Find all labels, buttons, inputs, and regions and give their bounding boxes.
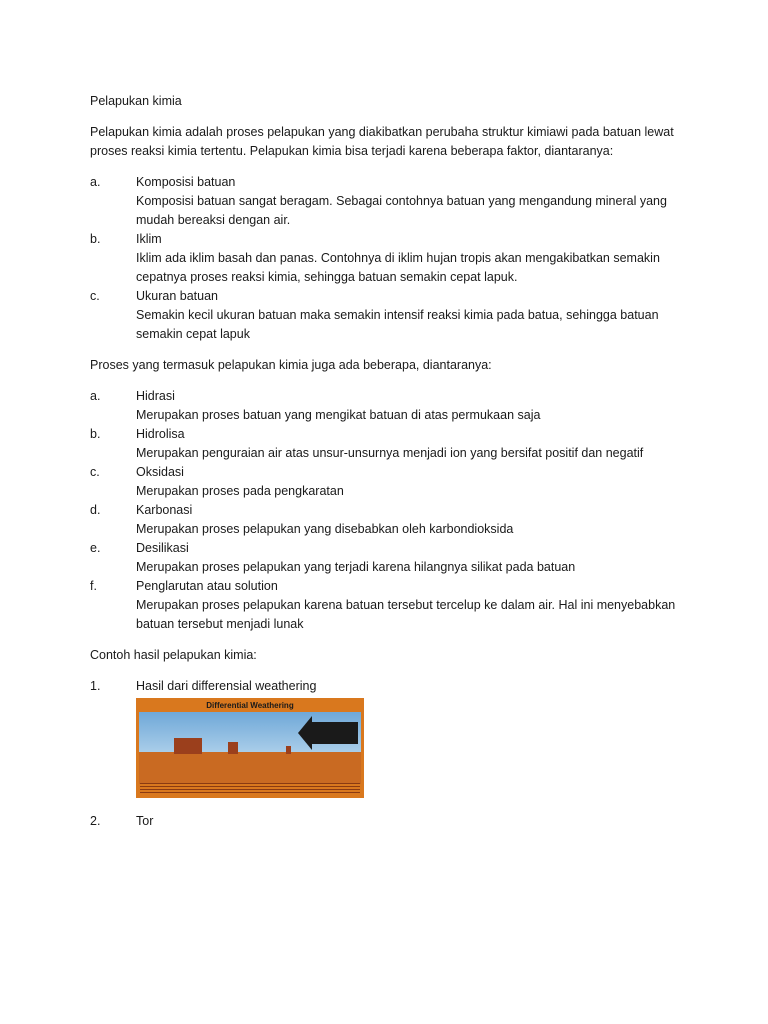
list-item [90, 425, 680, 463]
process-intro-paragraph: Proses yang termasuk pelapukan kimia juga ada beberapa, diantaranya: [90, 358, 492, 372]
differential-weathering-figure [136, 698, 364, 798]
list-marker: d. [90, 503, 101, 517]
arrow-icon [312, 722, 358, 744]
list-item-title: Hasil dari differensial weathering [136, 679, 317, 693]
figure-ground [139, 752, 361, 784]
list-item [90, 577, 680, 634]
list-item-desc: Merupakan proses pada pengkaratan [136, 484, 344, 498]
example-list [90, 677, 680, 831]
list-item [90, 173, 680, 230]
list-item-desc: Semakin kecil ukuran batuan maka semakin intensif reaksi kimia pada batua, sehingga batuan semakin cepat lapuk [136, 308, 659, 341]
list-item-title: Iklim [136, 232, 162, 246]
list-marker: f. [90, 579, 97, 593]
list-item-title: Karbonasi [136, 503, 193, 517]
list-item-desc: Merupakan proses pelapukan yang terjadi karena hilangnya silikat pada batuan [136, 560, 576, 574]
list-item [90, 387, 680, 425]
list-item [90, 501, 680, 539]
list-item-title: Ukuran batuan [136, 289, 219, 303]
process-list [90, 387, 680, 634]
list-item-title: Hidrolisa [136, 427, 185, 441]
intro-paragraph: Pelapukan kimia adalah proses pelapukan yang diakibatkan perubaha struktur kimiawi pada batuan lewat proses reaksi kimia tertentu. Pelapukan kimia bisa terjadi karena beberapa faktor, diantaranya: [90, 125, 674, 158]
spire-shape [286, 746, 291, 754]
list-marker: a. [90, 389, 101, 403]
list-item-title: Hidrasi [136, 389, 175, 403]
list-marker: c. [90, 465, 100, 479]
list-item-title: Komposisi batuan [136, 175, 236, 189]
butte-shape [228, 742, 238, 754]
examples-intro-paragraph: Contoh hasil pelapukan kimia: [90, 648, 257, 662]
list-marker: c. [90, 289, 100, 303]
list-item-desc: Komposisi batuan sangat beragam. Sebagai contohnya batuan yang mengandung mineral yang mudah bereaksi dengan air. [136, 194, 667, 227]
document-body [90, 92, 680, 843]
list-item [90, 677, 680, 798]
list-item [90, 539, 680, 577]
list-marker: 2. [90, 814, 101, 828]
list-item-title: Oksidasi [136, 465, 184, 479]
list-item [90, 463, 680, 501]
list-item-title: Tor [136, 814, 154, 828]
heading: Pelapukan kimia [90, 94, 182, 108]
list-marker: b. [90, 232, 101, 246]
list-marker: b. [90, 427, 101, 441]
list-marker: e. [90, 541, 101, 555]
list-item-desc: Iklim ada iklim basah dan panas. Contohnya di iklim hujan tropis akan mengakibatkan semakin cepatnya proses reaksi kimia, sehingga batuan semakin cepat lapuk. [136, 251, 660, 284]
figure-caption [140, 783, 360, 795]
list-item [90, 287, 680, 344]
list-marker: 1. [90, 679, 101, 693]
list-item-title: Desilikasi [136, 541, 189, 555]
factor-list [90, 173, 680, 344]
list-marker: a. [90, 175, 101, 189]
list-item [90, 812, 680, 831]
list-item [90, 230, 680, 287]
list-item-desc: Merupakan penguraian air atas unsur-unsurnya menjadi ion yang bersifat positif dan negatif [136, 446, 644, 460]
figure-title: Differential Weathering [206, 701, 294, 710]
list-item-title: Penglarutan atau solution [136, 579, 278, 593]
mesa-shape [174, 738, 202, 754]
list-item-desc: Merupakan proses batuan yang mengikat batuan di atas permukaan saja [136, 408, 541, 422]
list-item-desc: Merupakan proses pelapukan karena batuan tersebut tercelup ke dalam air. Hal ini menyebabkan batuan tersebut menjadi lunak [136, 598, 676, 631]
list-item-desc: Merupakan proses pelapukan yang disebabkan oleh karbondioksida [136, 522, 514, 536]
